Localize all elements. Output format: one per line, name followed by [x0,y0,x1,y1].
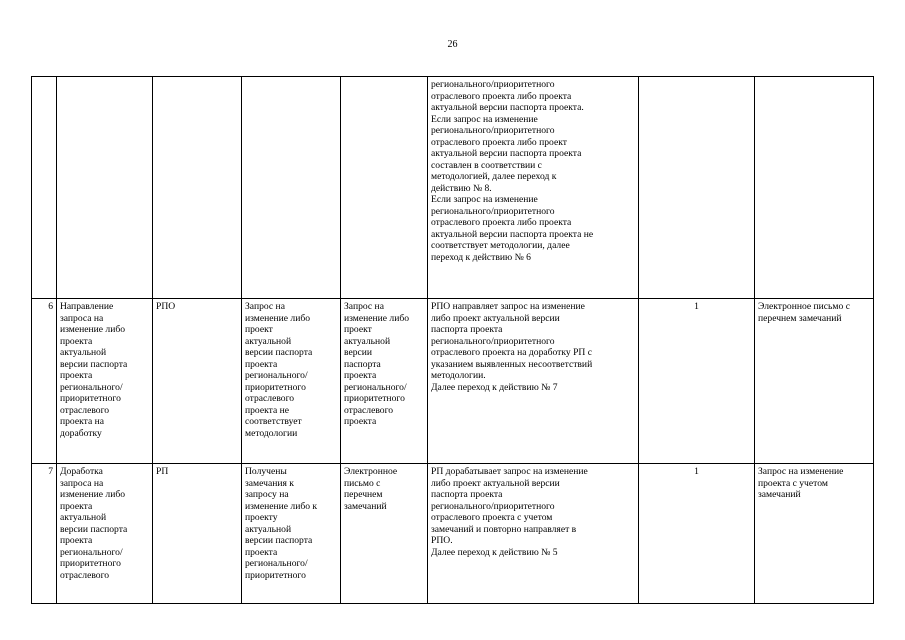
input-cell [242,77,341,299]
executor-cell [153,77,242,299]
output-cell [341,77,428,299]
description-cell: регионального/приоритетного отраслевого проекта либо проекта актуальной версии паспорта проекта. Если запрос на изменение регионального/приоритетного отраслевого проекта либо проект актуальной версии паспорта проекта составлен в соответствии с методологией, далее переход к действию № 8. Если запрос на изменение регионального/приоритетного отраслевого проекта либо проекта актуальной версии паспорта проекта не соответствует методологии, далее переход к действию № 6 [428,77,639,299]
page-number: 26 [447,39,458,50]
executor-cell: РП [153,464,242,604]
step-number-cell: 7 [32,464,57,604]
description-cell: РП дорабатывает запрос на изменение либо проект актуальной версии паспорта проекта регионального/приоритетного отраслевого проекта с учетом замечаний и повторно направляет в РПО. Далее переход к действию № 5 [428,464,639,604]
output-cell: Электронное письмо с перечнем замечаний [341,464,428,604]
input-cell: Получены замечания к запросу на изменение либо к проекту актуальной версии паспорта проекта регионального/ приоритетного [242,464,341,604]
table-row [32,299,874,464]
duration-cell: 1 [639,464,755,604]
duration-cell [639,77,755,299]
step-name-cell: Доработка запроса на изменение либо проекта актуальной версии паспорта проекта регионального/ приоритетного отраслевого [57,464,153,604]
step-name-cell [57,77,153,299]
input-cell: Запрос на изменение либо проект актуальной версии паспорта проекта регионального/ приоритетного отраслевого проекта не соответствует методологии [242,299,341,464]
process-table [31,76,874,604]
description-cell: РПО направляет запрос на изменение либо проект актуальной версии паспорта проекта регионального/приоритетного отраслевого проекта на доработку РП с указанием выявленных несоответствий методологии. Далее переход к действию № 7 [428,299,639,464]
result-cell: Электронное письмо с перечнем замечаний [755,299,874,464]
executor-cell: РПО [153,299,242,464]
output-cell: Запрос на изменение либо проект актуальной версии паспорта проекта регионального/ приоритетного отраслевого проекта [341,299,428,464]
table-row [32,464,874,604]
step-number-cell: 6 [32,299,57,464]
result-cell: Запрос на изменение проекта с учетом замечаний [755,464,874,604]
duration-cell: 1 [639,299,755,464]
table-row [32,77,874,299]
step-name-cell: Направление запроса на изменение либо проекта актуальной версии паспорта проекта регионального/ приоритетного отраслевого проекта на доработку [57,299,153,464]
result-cell [755,77,874,299]
step-number-cell [32,77,57,299]
